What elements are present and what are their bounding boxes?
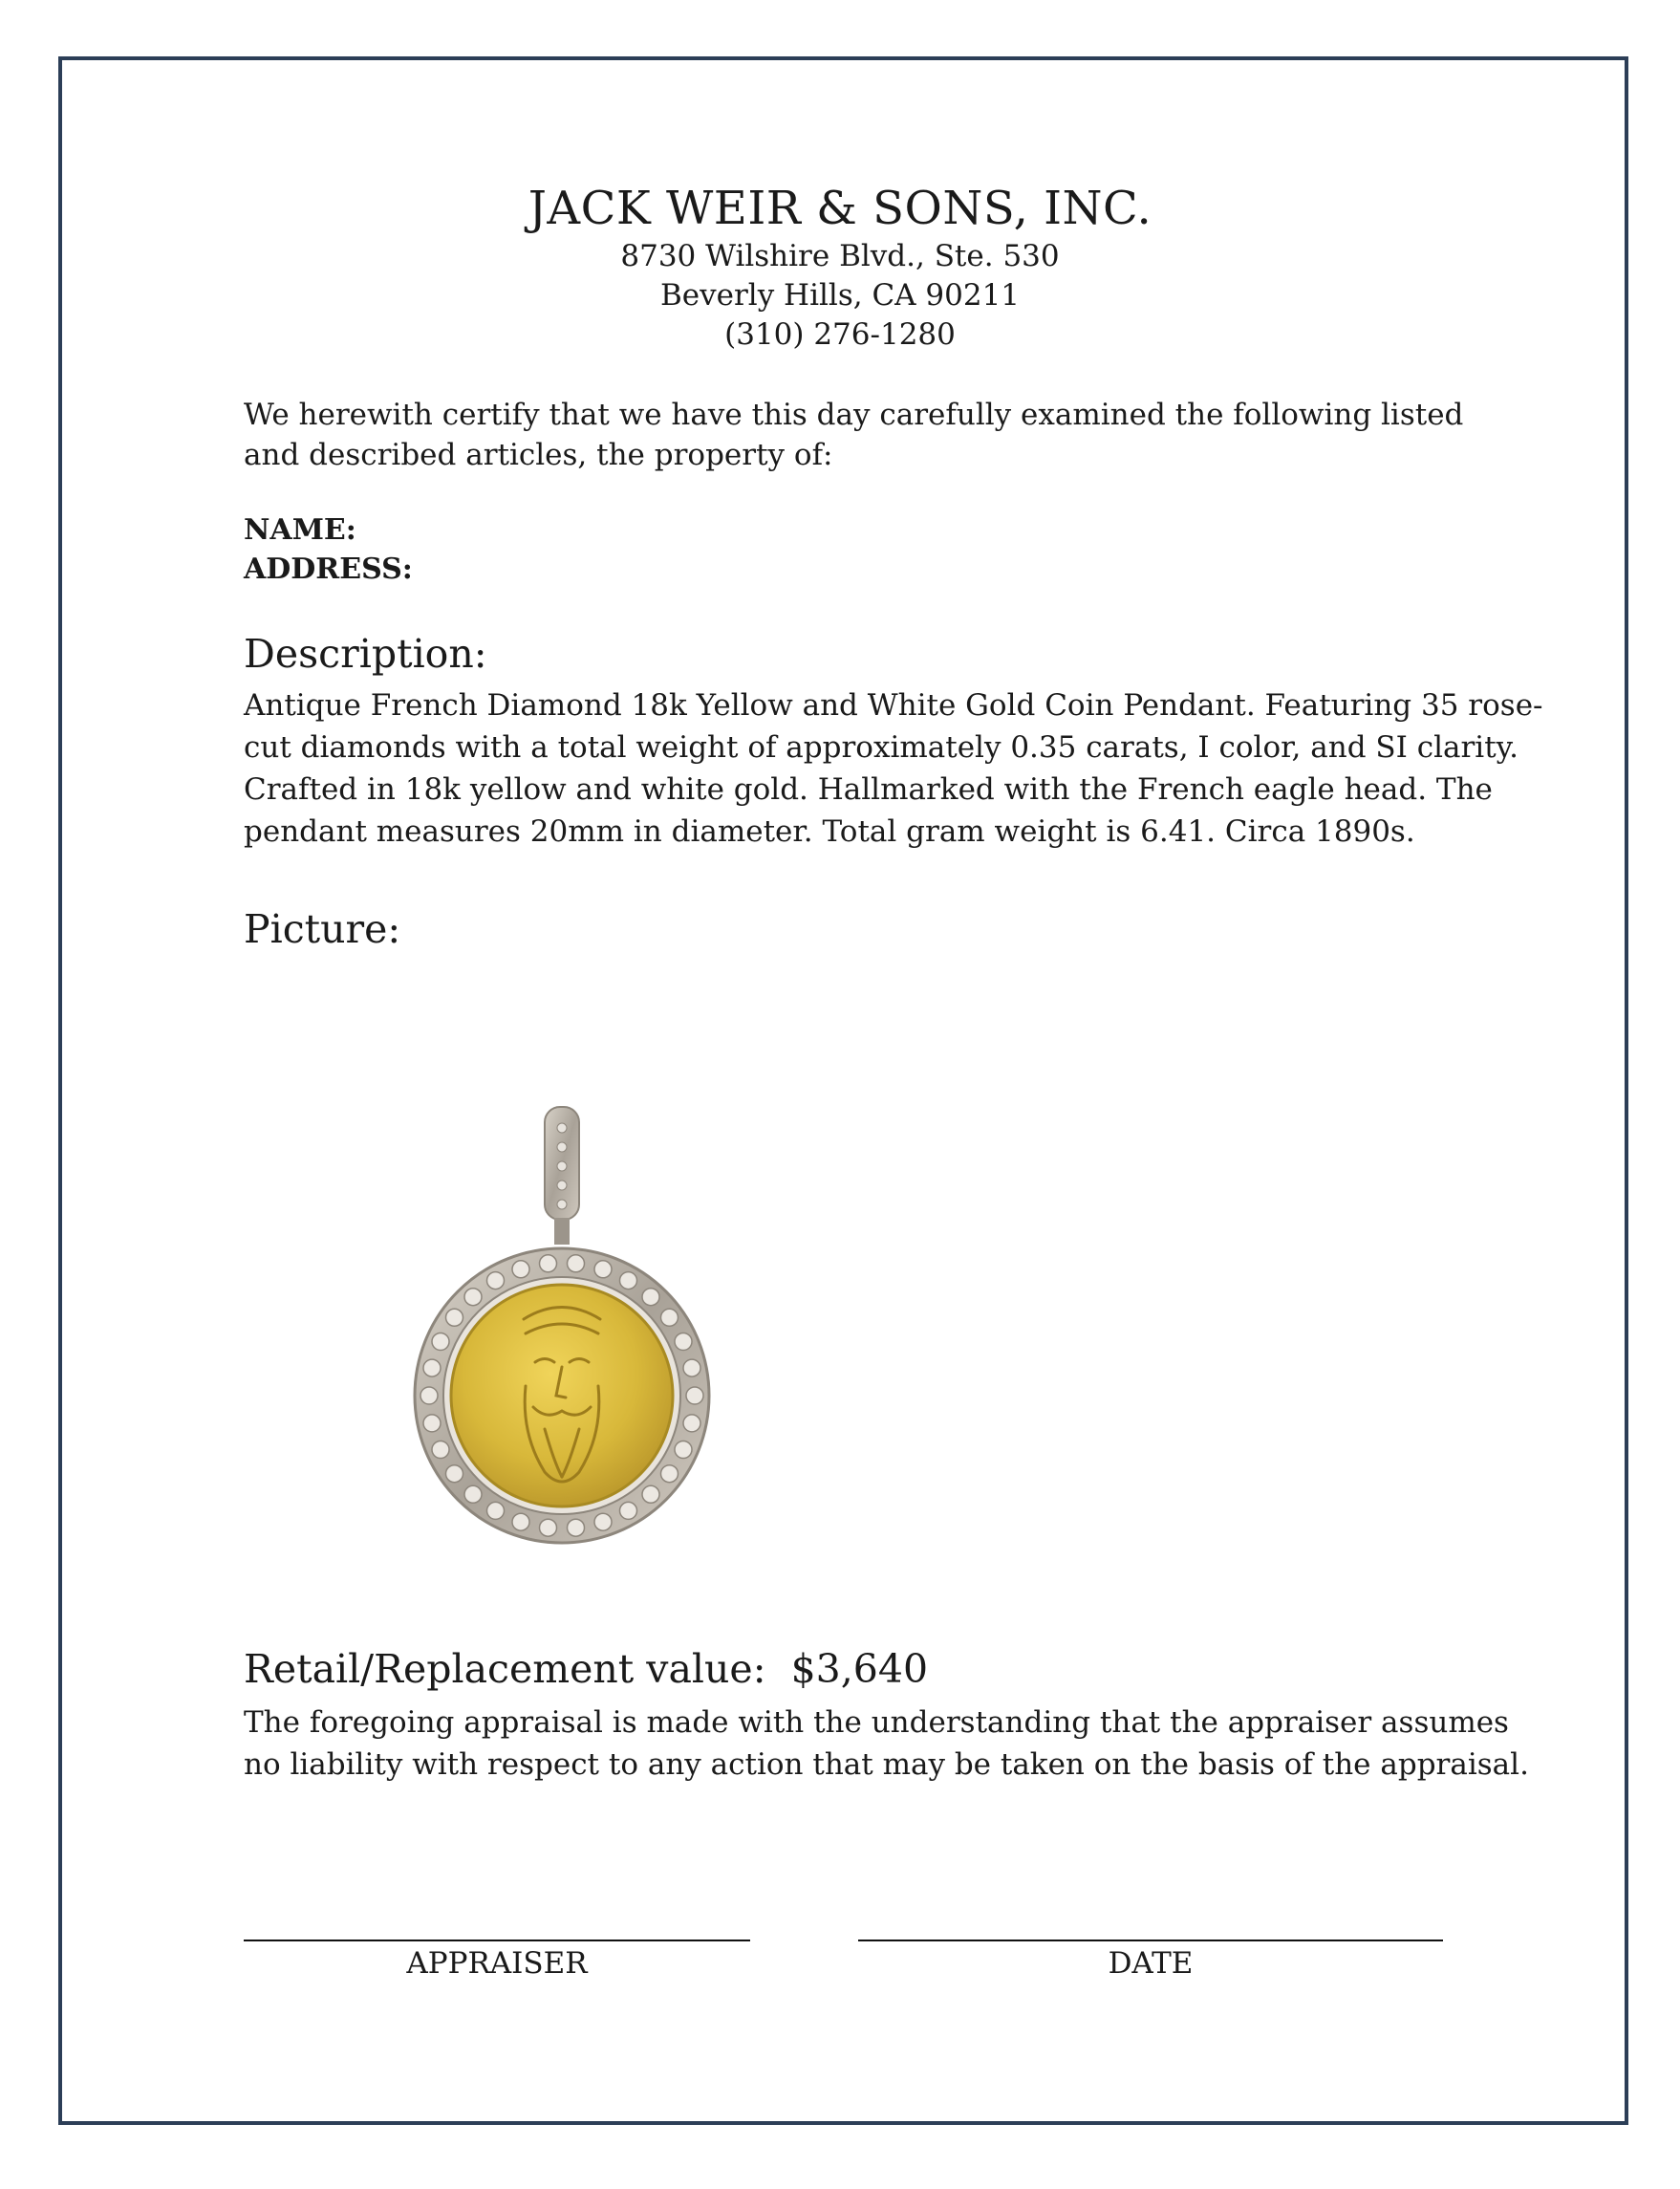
- halo-diamond: [487, 1502, 505, 1519]
- pendant-image: [401, 1099, 726, 1558]
- value-amount: $3,640: [790, 1646, 929, 1692]
- halo-diamond: [420, 1387, 438, 1404]
- description-line-2: cut diamonds with a total weight of approximately 0.35 carats, I color, and SI clarity.: [244, 730, 1518, 765]
- halo-diamond: [512, 1261, 529, 1278]
- halo-diamond: [464, 1289, 482, 1306]
- halo-diamond: [540, 1255, 557, 1272]
- halo-diamond: [642, 1289, 659, 1306]
- halo-diamond: [432, 1333, 449, 1351]
- halo-diamond: [661, 1465, 678, 1483]
- halo-diamond: [661, 1309, 678, 1326]
- halo-diamond: [464, 1485, 482, 1503]
- halo-diamond: [594, 1261, 612, 1278]
- halo-diamond: [446, 1309, 463, 1326]
- appraiser-signature-line: [244, 1940, 750, 1941]
- halo-diamond: [620, 1502, 637, 1519]
- halo-diamond: [620, 1272, 637, 1290]
- halo-diamond: [642, 1485, 659, 1503]
- halo-diamond: [540, 1519, 557, 1536]
- company-name: JACK WEIR & SONS, INC.: [528, 182, 1152, 235]
- picture-title: Picture:: [244, 906, 401, 952]
- halo-diamond: [446, 1465, 463, 1483]
- halo-diamond: [423, 1359, 441, 1376]
- halo-diamond: [487, 1272, 505, 1290]
- halo-diamond: [512, 1513, 529, 1530]
- date-signature-line: [858, 1940, 1443, 1941]
- description-title: Description:: [244, 631, 487, 677]
- page-border: [58, 56, 1628, 2125]
- company-address-street: 8730 Wilshire Blvd., Ste. 530: [620, 239, 1060, 273]
- disclaimer-line-1: The foregoing appraisal is made with the understanding that the appraiser assumes: [244, 1705, 1509, 1740]
- halo-diamond: [423, 1415, 441, 1432]
- halo-diamond: [568, 1255, 585, 1272]
- halo-diamond: [568, 1519, 585, 1536]
- halo-diamond: [432, 1441, 449, 1459]
- date-label: DATE: [1108, 1946, 1194, 1981]
- certify-statement: We herewith certify that we have this day carefully examined the following listed and described articles, the property of:: [244, 398, 1464, 472]
- company-address-city: Beverly Hills, CA 90211: [659, 278, 1021, 313]
- company-phone: (310) 276-1280: [724, 317, 956, 352]
- pendant-bail: [545, 1107, 579, 1245]
- description-line-4: pendant measures 20mm in diameter. Total gram weight is 6.41. Circa 1890s.: [244, 814, 1415, 849]
- appraiser-label: APPRAISER: [406, 1946, 588, 1981]
- description-line-1: Antique French Diamond 18k Yellow and White Gold Coin Pendant. Featuring 35 rose-: [244, 688, 1543, 723]
- address-label: ADDRESS:: [244, 553, 413, 586]
- halo-diamond: [675, 1441, 692, 1459]
- value-section: [244, 1646, 928, 1692]
- halo-diamond: [675, 1333, 692, 1351]
- name-label: NAME:: [244, 513, 356, 547]
- halo-diamond: [594, 1513, 612, 1530]
- halo-diamond: [686, 1387, 703, 1404]
- value-label: Retail/Replacement value:: [244, 1646, 766, 1692]
- description-line-3: Crafted in 18k yellow and white gold. Hallmarked with the French eagle head. The: [244, 772, 1493, 807]
- halo-diamond: [683, 1359, 700, 1376]
- disclaimer-line-2: no liability with respect to any action that may be taken on the basis of the appraisal.: [244, 1747, 1529, 1782]
- halo-diamond: [683, 1415, 700, 1432]
